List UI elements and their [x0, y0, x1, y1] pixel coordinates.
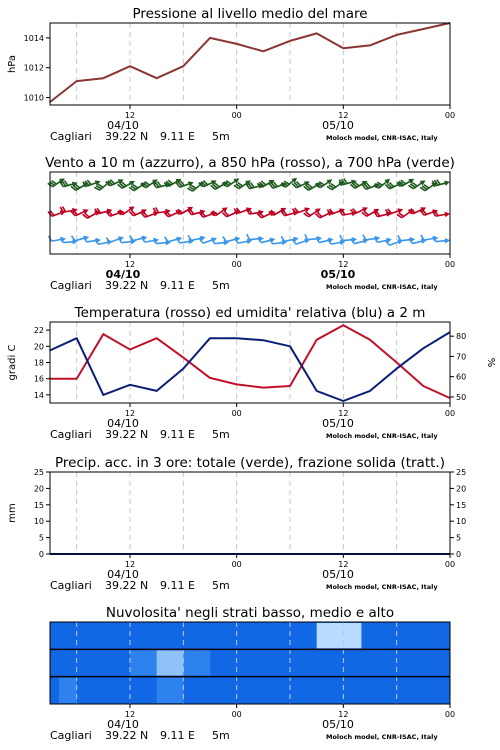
y-tick-label: 5 [38, 533, 44, 543]
cloud-cell [334, 623, 343, 648]
x-tick-label: 12 [338, 560, 349, 569]
station-elevation: 5m [212, 428, 230, 441]
station-longitude: 9.11 E [160, 729, 195, 742]
y-tick-label: 15 [33, 500, 44, 510]
y-tick-label: 20 [33, 342, 44, 352]
plot-background [50, 622, 450, 704]
date-label: 04/10 [107, 718, 139, 731]
station-latitude: 39.22 N [105, 729, 149, 742]
model-credit: Moloch model, CNR-ISAC, Italy [326, 432, 438, 440]
cloud-cell [130, 650, 139, 675]
cloud-cell [166, 678, 175, 703]
wind-barb [281, 179, 296, 187]
temperature-line [50, 325, 450, 398]
y-tick-label: 1012 [23, 63, 44, 73]
y-tick-label: 0 [38, 550, 44, 559]
cloud-cell [201, 650, 210, 675]
cloud-cell [183, 650, 192, 675]
panel-title: Pressione al livello medio del mare [132, 6, 368, 22]
cloud-cell [343, 623, 352, 648]
wind-barb [71, 210, 87, 216]
x-tick-label: 12 [124, 710, 136, 719]
wind-barb [292, 182, 308, 188]
wind-barb-feather [340, 235, 343, 240]
station-longitude: 9.11 E [160, 279, 195, 292]
x-tick-label: 12 [124, 560, 136, 569]
model-credit: Moloch model, CNR-ISAC, Italy [326, 583, 438, 591]
panel-title: Temperatura (rosso) ed umidita' relativa (blu) a 2 m [74, 305, 426, 321]
wind-barb [281, 236, 297, 241]
date-label: 05/10 [322, 568, 354, 581]
x-tick-label: 00 [231, 409, 242, 418]
station-elevation: 5m [212, 579, 230, 592]
date-label: 04/10 [105, 268, 141, 281]
y-tick-label-right: 0 [456, 550, 462, 559]
wind-barb [188, 235, 204, 240]
cloud-cell [157, 678, 166, 703]
cloud-cell [192, 650, 201, 675]
y-axis-label: gradi C [7, 344, 18, 381]
x-tick-label: 12 [338, 710, 349, 719]
cloud-cell [174, 650, 183, 675]
x-tick-label: 00 [231, 560, 242, 569]
x-tick-label: 00 [444, 560, 456, 569]
y-tick-label-right: 50 [456, 392, 467, 402]
x-tick-label: 12 [124, 111, 136, 120]
panel-title: Precip. acc. in 3 ore: totale (verde), frazione solida (tratt.) [55, 455, 445, 471]
cloud-cell [174, 678, 183, 703]
station-longitude: 9.11 E [160, 579, 195, 592]
model-credit: Moloch model, CNR-ISAC, Italy [326, 134, 438, 142]
date-label: 05/10 [320, 268, 356, 281]
x-tick-label: 12 [338, 111, 349, 120]
cloud-cell [326, 623, 335, 648]
wind-barb [141, 212, 157, 217]
cloud-cell [317, 623, 326, 648]
cloud-cell [166, 650, 175, 675]
cloud-cell [157, 650, 166, 675]
y-axis-label-right: % [485, 357, 496, 368]
x-tick-label: 12 [124, 260, 136, 269]
station-name: Cagliari [50, 729, 92, 742]
date-label: 05/10 [322, 417, 354, 430]
y-tick-label-right: 20 [456, 484, 467, 494]
y-tick-label: 10 [33, 517, 44, 527]
date-label: 05/10 [322, 718, 354, 731]
date-label: 04/10 [107, 568, 139, 581]
model-credit: Moloch model, CNR-ISAC, Italy [326, 283, 438, 291]
cloud-cell [139, 650, 148, 675]
x-tick-label: 00 [231, 260, 242, 269]
x-tick-label: 00 [444, 409, 456, 418]
y-axis-label: hPa [7, 54, 18, 74]
y-tick-label-right: 5 [456, 533, 462, 543]
cloud-cell [68, 678, 77, 703]
plot-frame [50, 23, 450, 105]
y-tick-label: 1014 [23, 33, 44, 43]
humidity-line [50, 332, 450, 401]
y-tick-label-right: 80 [456, 332, 467, 342]
x-tick-label: 12 [338, 260, 349, 269]
y-tick-label: 20 [33, 484, 44, 494]
y-tick-label: 25 [33, 468, 44, 477]
pressure-line [50, 23, 450, 102]
y-tick-label: 22 [33, 326, 44, 336]
station-latitude: 39.22 N [105, 130, 149, 143]
x-tick-label: 00 [444, 111, 456, 120]
panel-title: Vento a 10 m (azzurro), a 850 hPa (rosso), a 700 hPa (verde) [45, 155, 455, 171]
x-tick-label: 00 [444, 710, 456, 719]
y-tick-label-right: 10 [456, 517, 467, 527]
y-tick-label: 14 [33, 390, 44, 400]
cloud-cell [352, 623, 361, 648]
station-elevation: 5m [212, 130, 230, 143]
model-credit: Moloch model, CNR-ISAC, Italy [326, 733, 438, 741]
x-tick-label: 12 [338, 409, 349, 418]
station-latitude: 39.22 N [105, 279, 149, 292]
y-axis-label: mm [7, 503, 18, 523]
y-tick-label-right: 15 [456, 500, 467, 510]
plot-frame [50, 322, 450, 403]
wind-barb [350, 208, 366, 214]
wind-barb-feather [247, 234, 250, 239]
station-name: Cagliari [50, 428, 92, 441]
x-tick-label: 00 [231, 710, 242, 719]
station-elevation: 5m [212, 729, 230, 742]
x-tick-label: 12 [124, 409, 136, 418]
station-latitude: 39.22 N [105, 579, 149, 592]
y-tick-label-right: 25 [456, 468, 467, 477]
y-tick-label-right: 70 [456, 352, 467, 362]
plot-frame [50, 472, 450, 554]
station-longitude: 9.11 E [160, 428, 195, 441]
y-tick-label: 16 [33, 374, 44, 384]
y-tick-label-right: 60 [456, 372, 467, 382]
date-label: 04/10 [107, 417, 139, 430]
station-latitude: 39.22 N [105, 428, 149, 441]
wind-barb [433, 211, 449, 217]
cloud-cell [59, 678, 68, 703]
x-tick-label: 00 [444, 260, 456, 269]
cloud-cell [148, 650, 157, 675]
x-tick-label: 00 [231, 111, 242, 120]
station-name: Cagliari [50, 579, 92, 592]
station-name: Cagliari [50, 279, 92, 292]
station-name: Cagliari [50, 130, 92, 143]
y-tick-label: 18 [33, 358, 44, 368]
y-tick-label: 1010 [23, 93, 44, 103]
station-longitude: 9.11 E [160, 130, 195, 143]
wind-barb [374, 180, 389, 188]
date-label: 05/10 [322, 119, 354, 132]
station-elevation: 5m [212, 279, 230, 292]
panel-title: Nuvolosita' negli strati basso, medio e alto [105, 605, 395, 621]
date-label: 04/10 [107, 119, 139, 132]
